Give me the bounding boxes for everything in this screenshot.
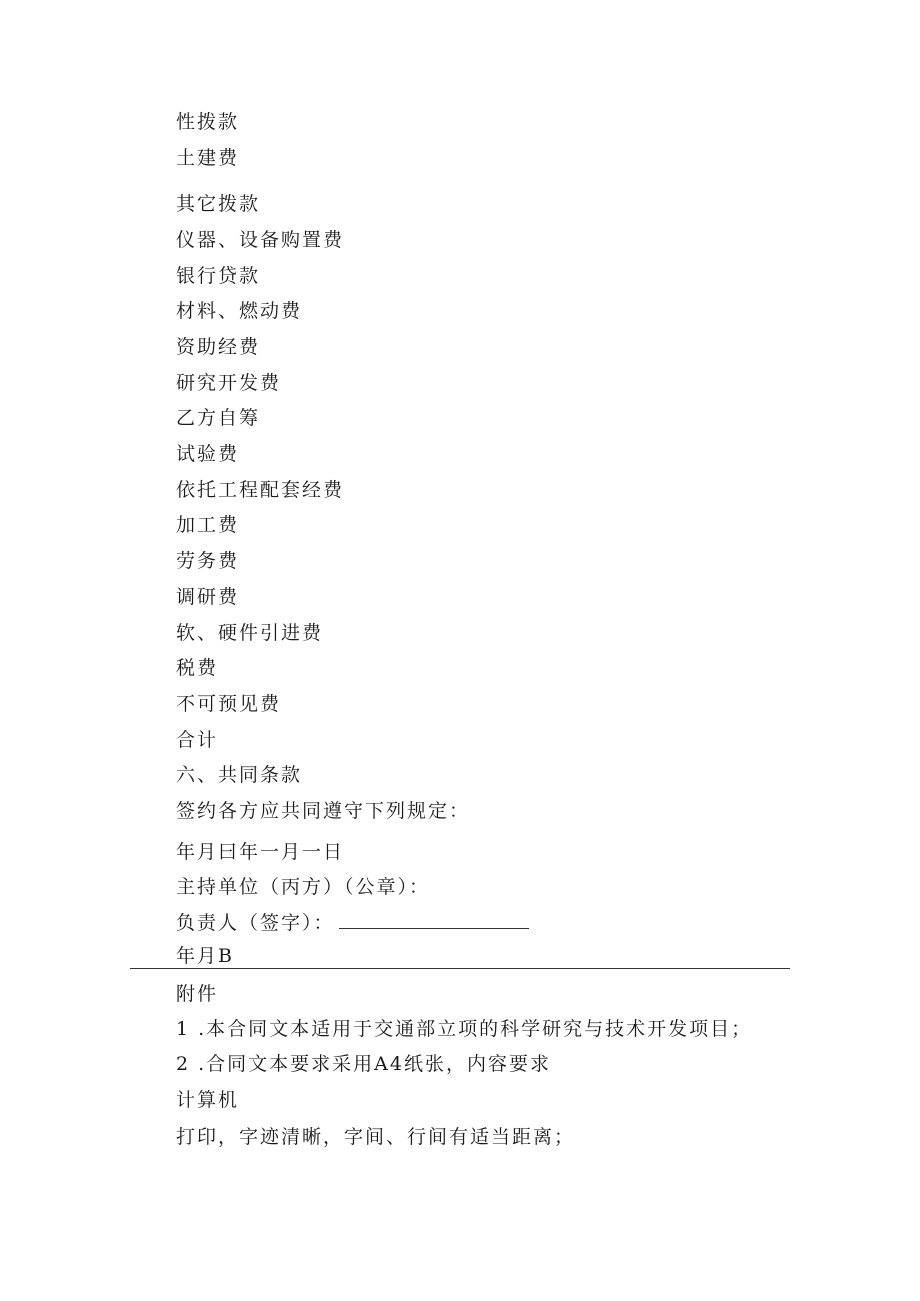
budget-item: 加工费 (176, 514, 240, 536)
budget-item: 不可预见费 (176, 693, 282, 715)
responsible-label: 负责人（签字）： (176, 912, 335, 934)
attachment-item-4: 打印，字迹清晰，字间、行间有适当距离； (176, 1126, 576, 1148)
common-terms-intro: 签约各方应共同遵守下列规定： (176, 800, 471, 822)
budget-item: 仪器、设备购置费 (176, 229, 345, 251)
signature-date-bottom: 年月B (176, 945, 234, 967)
budget-item: 资助经费 (176, 336, 261, 358)
budget-item: 软、硬件引进费 (176, 622, 324, 644)
budget-item: 土建费 (176, 147, 240, 169)
host-unit-label: 主持单位（丙方）（公章）： (176, 876, 431, 898)
budget-total: 合计 (176, 729, 219, 751)
budget-item: 乙方自筹 (176, 407, 261, 429)
signature-date-line: 年月曰年一月一日 (176, 841, 345, 863)
common-terms-heading: 六、共同条款 (176, 764, 303, 786)
attachment-item-3: 计算机 (176, 1089, 240, 1111)
budget-item: 其它拨款 (176, 193, 261, 215)
responsible-signature-row (176, 910, 529, 935)
budget-item: 性拨款 (176, 111, 240, 133)
budget-item: 试验费 (176, 443, 240, 465)
attachment-title: 附件 (176, 983, 219, 1005)
attachment-item-2: 2 .合同文本要求采用A4纸张，内容要求 (176, 1053, 551, 1075)
attachment-item-1: 1 .本合同文本适用于交通部立项的科学研究与技术开发项目； (176, 1018, 753, 1040)
budget-item: 材料、燃动费 (176, 300, 303, 322)
budget-item: 研究开发费 (176, 372, 282, 394)
budget-item: 税费 (176, 657, 219, 679)
budget-item: 依托工程配套经费 (176, 479, 345, 501)
budget-item: 银行贷款 (176, 265, 261, 287)
budget-item: 调研费 (176, 586, 240, 608)
budget-item: 劳务费 (176, 550, 240, 572)
section-divider (130, 968, 790, 969)
signature-line (339, 910, 529, 929)
